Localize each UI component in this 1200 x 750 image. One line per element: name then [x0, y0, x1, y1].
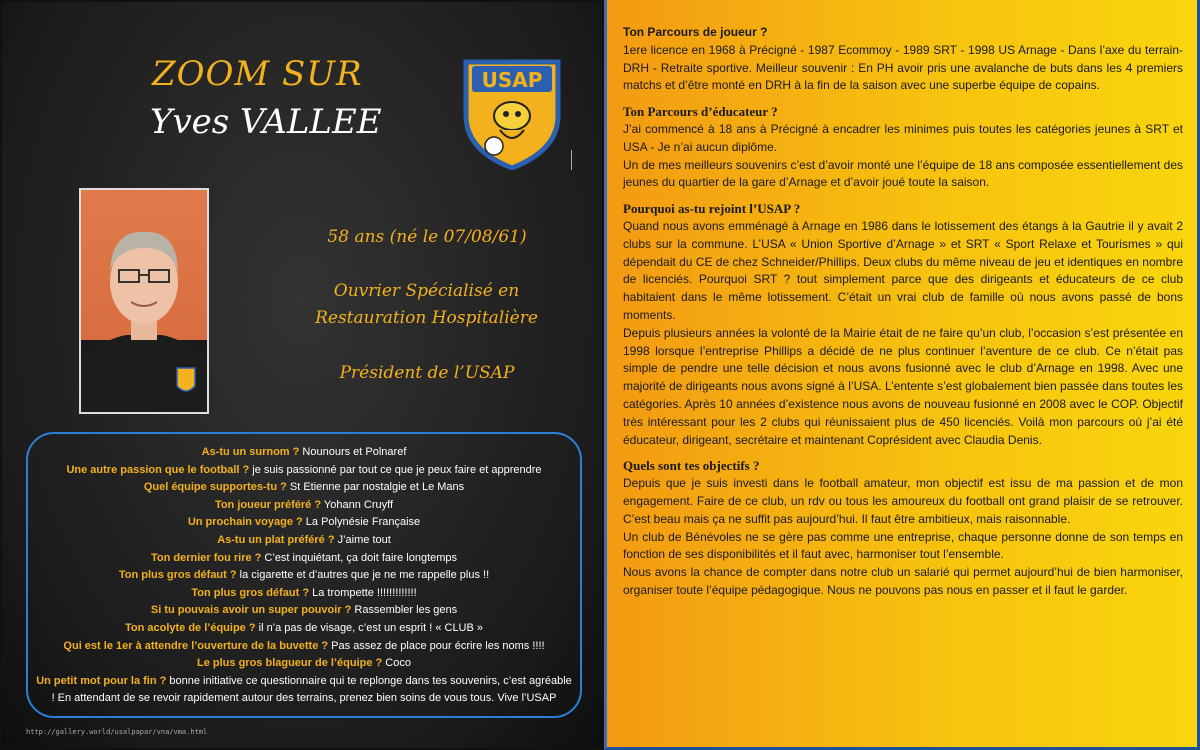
paragraph: 1ere licence en 1968 à Précigné - 1987 Ecommoy - 1989 SRT - 1998 US Arnage - Dans l’axe du terrain- DRH - Retraite sportive. Meilleur souvenir : En PH avoir pris une avalanche de buts dans les 4 premiers matchs et d’être monté en DRH à la fin de la saison avec une superbe équipe de copains.	[623, 42, 1183, 93]
interview-text	[623, 24, 1183, 600]
qa-line: As-tu un surnom ? Nounours et Polnaref	[201, 446, 407, 458]
qa-line: Ton acolyte de l’équipe ? il n’a pas de visage, c’est un esprit ! « CLUB »	[124, 621, 484, 634]
paragraph: J’ai commencé à 18 ans à Précigné à encadrer les minimes puis toutes les catégories jeunes à SRT et USA - Je n’ai aucun diplôme.	[623, 121, 1183, 154]
qa-line: Le plus gros blagueur de l’équipe ? Coco	[197, 657, 411, 670]
paragraph: Un de mes meilleurs souvenirs c’est d’avoir monté une l’équipe de 18 ans composée essentiellement des jeunes du quartier de la gare d’Arnage et d’avoir joué toute la saison.	[623, 157, 1183, 190]
title-zoom: ZOOM SUR	[152, 54, 363, 94]
qa-line: Si tu pouvais avoir un super pouvoir ? Rassembler les gens	[150, 604, 458, 617]
right-panel	[604, 0, 1200, 750]
job-line-2: Restauration Hospitalière	[315, 308, 538, 328]
age-text: 58 ans (né le 07/08/61)	[327, 227, 527, 247]
title-name: Yves VALLEE	[150, 102, 382, 142]
paragraph: Quand nous avons emménagé à Arnage en 1986 dans le lotissement des étangs à la Gautrie il y avait 2 clubs sur la commune. L’USA « Union Sportive d’Arnage » et SRT « Sport Relaxe et Tourismes » qui dépendait du CE de chez Schneider/Phillips. Deux clubs du même niveau de jeu et identiques en nombre de licenciés. Pourquoi SRT ? tout simplement parce que des dirigeants et éducateurs de ce club habitaient dans le même lotissement. C’était un vrai club de famille où nous avons passé de bons moments.	[623, 218, 1183, 322]
heading-coach-career: Ton Parcours d’éducateur ?	[623, 104, 778, 120]
paragraph: Depuis plusieurs années la volonté de la Mairie était de ne faire qu’un club, l’occasion s’est présentée en 1998 lorsque l’entreprise Phillips a décidé de ne plus continuer l’aventure de ce club. Ce n’était pas simple de pendre une telle décision et nous avons fusionné avec le club d’Arnage en 1998. Avec une majorité de dirigeants nous avons signé à l’USA. L’entente s’est globalement bien passée dans toutes les catégories. Après 10 années d’existence nous avons de nouveau fusionné en 2008 avec le COP. Objectif très intéressant pour les 2 clubs qui réunissaient plus de 450 licenciés. Voilà mon parcours où j’ai été éducateur, dirigeant, secrétaire et maintenant Coprésident avec Claudia Denis.	[623, 325, 1183, 447]
qa-line: Un prochain voyage ? La Polynésie Française	[187, 516, 421, 529]
usap-logo	[460, 54, 564, 170]
logo-text: USAP	[481, 68, 543, 92]
heading-objectives: Quels sont tes objectifs ?	[623, 458, 760, 474]
source-url: http://gallery.world/usalpapar/vna/vma.html	[26, 728, 208, 736]
heading-player-career: Ton Parcours de joueur ?	[623, 25, 768, 39]
qa-line: Ton joueur préféré ? Yohann Cruyff	[214, 498, 394, 511]
paragraph: Nous avons la chance de compter dans notre club un salarié qui permet aujourd’hui de bien harmoniser, organiser toute l’équipe pédagogique. Nous ne pouvons pas nous en passer et il faut le garder.	[623, 565, 1183, 597]
qa-line: Ton plus gros défaut ? la cigarette et d’autres que je ne me rappelle plus !!	[118, 569, 490, 582]
questionnaire-box	[26, 432, 582, 718]
qa-line: Un petit mot pour la fin ? bonne initiative ce questionnaire qui te replonge dans tes souvenirs, c’est agréable ! En attendant de se revoir rapidement autour des terrains, prenez bien soins de vous tous. Vive l’USAP	[36, 674, 572, 705]
qa-line: Ton plus gros défaut ? La trompette !!!!!!!!!!!!!	[191, 586, 417, 599]
job-line-1: Ouvrier Spécialisé en	[333, 281, 520, 301]
qa-line: Une autre passion que le football ? je suis passionné par tout ce que je peux faire et apprendre	[66, 463, 542, 476]
paragraph: Un club de Bénévoles ne se gère pas comme une entreprise, chaque personne donne de son temps en fonction de ses disponibilités et il faut avec, harmoniser tout l’ensemble.	[623, 529, 1183, 562]
heading-why-usap: Pourquoi as-tu rejoint l’USAP ?	[623, 201, 801, 217]
qa-line: Ton dernier fou rire ? C’est inquiétant, ça doit faire longtemps	[150, 551, 458, 564]
president-text: Président de l’USAP	[339, 363, 515, 383]
paragraph: Depuis que je suis investi dans le football amateur, mon objectif est issu de ma passion et de mon engagement. Faire de ce club, un rdv ou tous les amoureux du football ont grand plaisir de se retrouver. C’est beau mais ça ne suffit pas aujourd’hui. Il faut être ambitieux, mais raisonnable.	[623, 476, 1183, 526]
qa-line: As-tu un plat préféré ? J’aime tout	[217, 533, 391, 546]
text-cursor	[571, 150, 572, 170]
qa-line: Qui est le 1er à attendre l’ouverture de la buvette ? Pas assez de place pour écrire les noms !!!!	[63, 639, 545, 652]
qa-line: Quel équipe supportes-tu ? St Etienne par nostalgie et Le Mans	[143, 481, 465, 494]
